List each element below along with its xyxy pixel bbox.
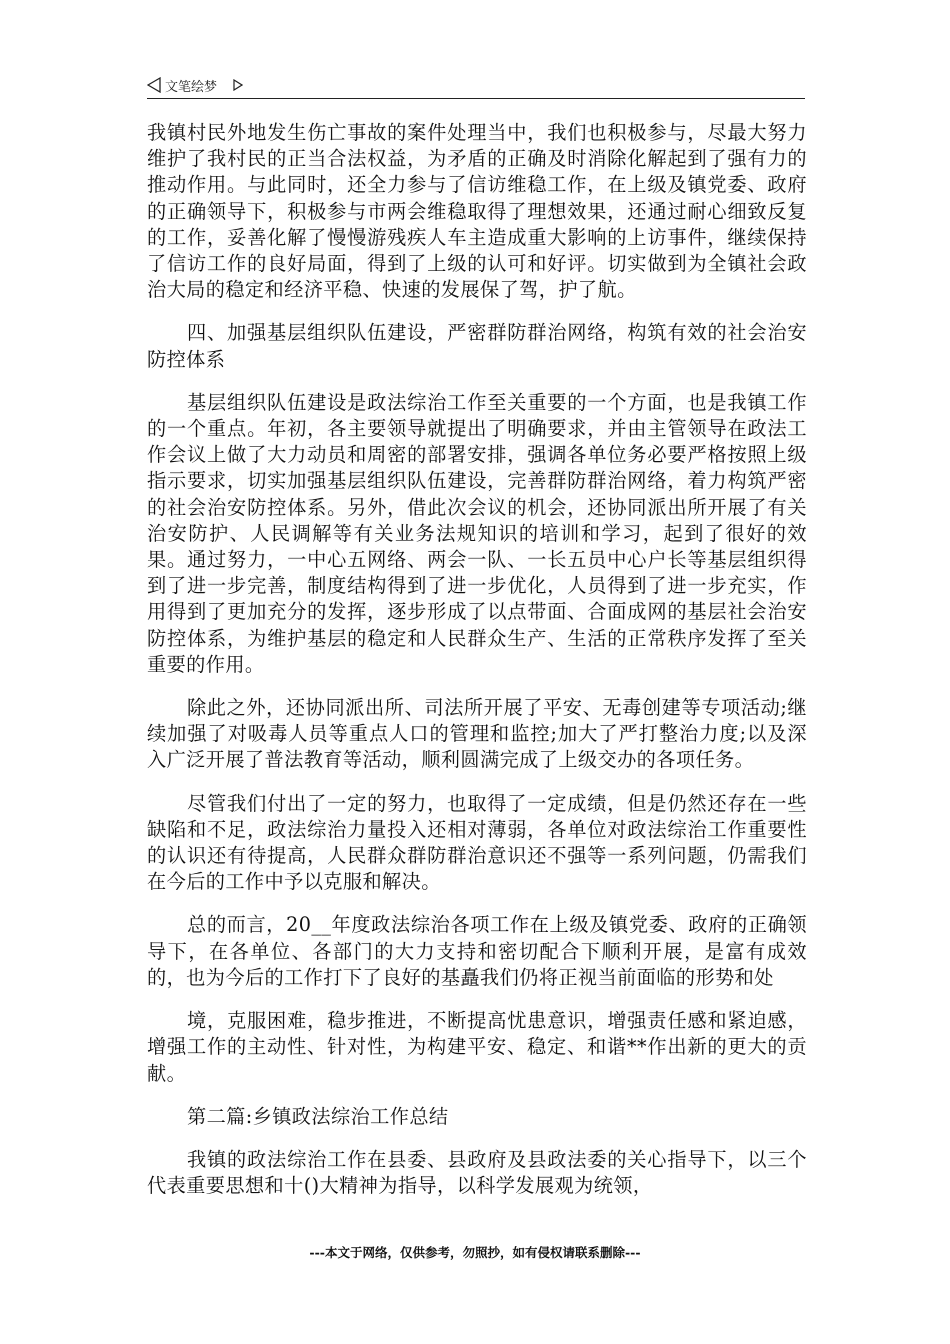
brand-name: 文笔绘梦 (165, 80, 218, 95)
page-footer-disclaimer: ---本文于网络，仅供参考，勿照抄，如有侵权请联系删除--- (309, 1245, 641, 1260)
page-header (147, 74, 805, 99)
paragraph: 总的而言，20__年度政法综治各项工作在上级及镇党委、政府的正确领导下，在各单位、各部门的大力支持和密切配合下顺利开展，是富有成效的，也为今后的工作打下了良好的基矗我们仍将正视当前面临的形势和处 (147, 913, 807, 989)
triangle-left-icon (147, 77, 161, 93)
article-title: 第二篇:乡镇政法综治工作总结 (187, 1104, 449, 1128)
paragraph: 境，克服困难，稳步推进，不断提高忧患意识，增强责任感和紧迫感，增强工作的主动性、针对性，为构建平安、稳定、和谐**作出新的更大的贡献。 (147, 1009, 807, 1085)
paragraph: 除此之外，还协同派出所、司法所开展了平安、无毒创建等专项活动;继续加强了对吸毒人员等重点人口的管理和监控;加大了严打整治力度;以及深入广泛开展了普法教育等活动，顺利圆满完成了上级交办的各项任务。 (147, 696, 807, 772)
paragraph-continued: 我镇村民外地发生伤亡事故的案件处理当中，我们也积极参与，尽最大努力维护了我村民的正当合法权益，为矛盾的正确及时消除化解起到了强有力的推动作用。与此同时，还全力参与了信访维稳工作，在上级及镇党委、政府的正确领导下，积极参与市两会维稳取得了理想效果，还通过耐心细致反复的工作，妥善化解了慢慢游残疾人车主造成重大影响的上访事件，继续保持了信访工作的良好局面，得到了上级的认可和好评。切实做到为全镇社会政治大局的稳定和经济平稳、快速的发展保了驾，护了航。 (147, 121, 807, 302)
paragraph: 尽管我们付出了一定的努力，也取得了一定成绩，但是仍然还存在一些缺陷和不足，政法综治力量投入还相对薄弱，各单位对政法综治工作重要性的认识还有待提高，人民群众群防群治意识还不强等一系列问题，仍需我们在今后的工作中予以克服和解决。 (147, 791, 807, 894)
document-body (147, 120, 807, 1199)
paragraph: 基层组织队伍建设是政法综治工作至关重要的一个方面，也是我镇工作的一个重点。年初，各主要领导就提出了明确要求，并由主管领导在政法工作会议上做了大力动员和周密的部署安排，强调各单位务必要严格按照上级指示要求，切实加强基层组织队伍建设，完善群防群治网络，着力构筑严密的社会治安防控体系。另外，借此次会议的机会，还协同派出所开展了有关治安防护、人民调解等有关业务法规知识的培训和学习，起到了很好的效果。通过努力，一中心五网络、两会一队、一长五员中心户长等基层组织得到了进一步完善，制度结构得到了进一步优化，人员得到了进一步充实，作用得到了更加充分的发挥，逐步形成了以点带面、合面成网的基层社会治安防控体系，为维护基层的稳定和人民群众生产、生活的正常秩序发挥了至关重要的作用。 (147, 390, 807, 676)
triangle-right-icon (233, 79, 243, 91)
paragraph: 我镇的政法综治工作在县委、县政府及县政法委的关心指导下，以三个代表重要思想和十()大精神为指导，以科学发展观为统领， (147, 1147, 807, 1198)
section-heading-four: 四、加强基层组织队伍建设，严密群防群治网络，构筑有效的社会治安防控体系 (147, 321, 807, 371)
